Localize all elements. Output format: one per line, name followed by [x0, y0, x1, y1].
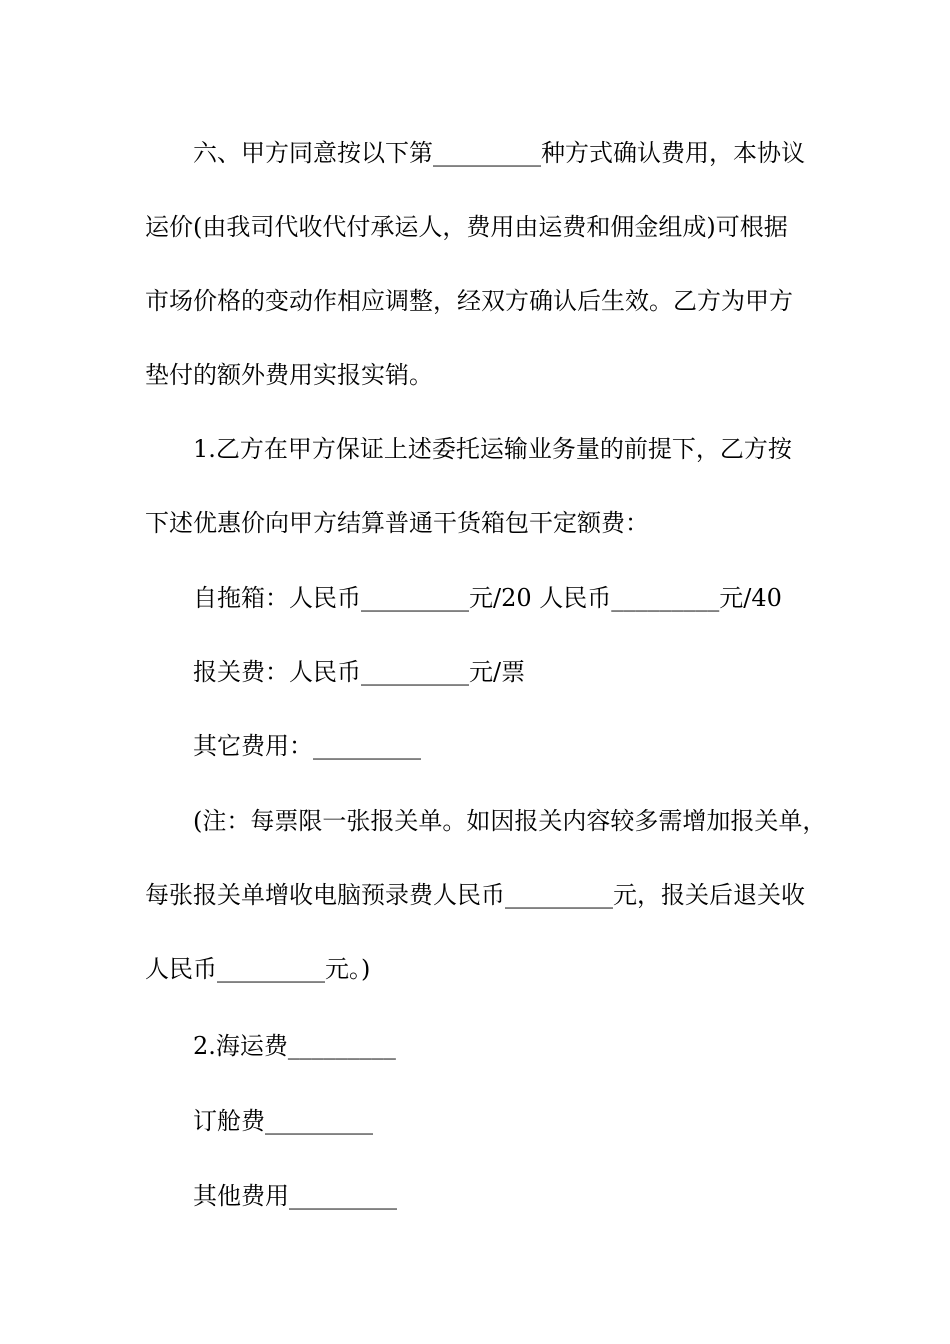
booking-fee-line: 订舱费_________	[193, 1107, 373, 1135]
note-line-3: 人民币_________元。)	[145, 955, 371, 983]
self-towing-fee-line: 自拖箱：人民币_________元/20 人民币_________元/40	[193, 584, 782, 612]
item-one-line-2: 下述优惠价向甲方结算普通干货箱包干定额费：	[145, 509, 649, 537]
note-line-2: 每张报关单增收电脑预录费人民币_________元，报关后退关收	[145, 881, 805, 909]
clause-six-line-2: 运价(由我司代收代付承运人，费用由运费和佣金组成)可根据	[145, 213, 788, 241]
customs-fee-line: 报关费：人民币_________元/票	[193, 658, 526, 686]
clause-six-line-4: 垫付的额外费用实报实销。	[145, 361, 433, 389]
clause-six-line-3: 市场价格的变动作相应调整，经双方确认后生效。乙方为甲方	[145, 287, 793, 315]
item-one-line-1: 1.乙方在甲方保证上述委托运输业务量的前提下，乙方按	[193, 435, 792, 463]
clause-six-line-1: 六、甲方同意按以下第_________种方式确认费用，本协议	[193, 139, 805, 167]
other-charges-line: 其他费用_________	[193, 1182, 397, 1210]
note-line-1: (注：每票限一张报关单。如因报关内容较多需增加报关单，	[193, 807, 827, 835]
other-fees-line: 其它费用：_________	[193, 732, 421, 760]
ocean-freight-line: 2.海运费_________	[193, 1032, 396, 1060]
